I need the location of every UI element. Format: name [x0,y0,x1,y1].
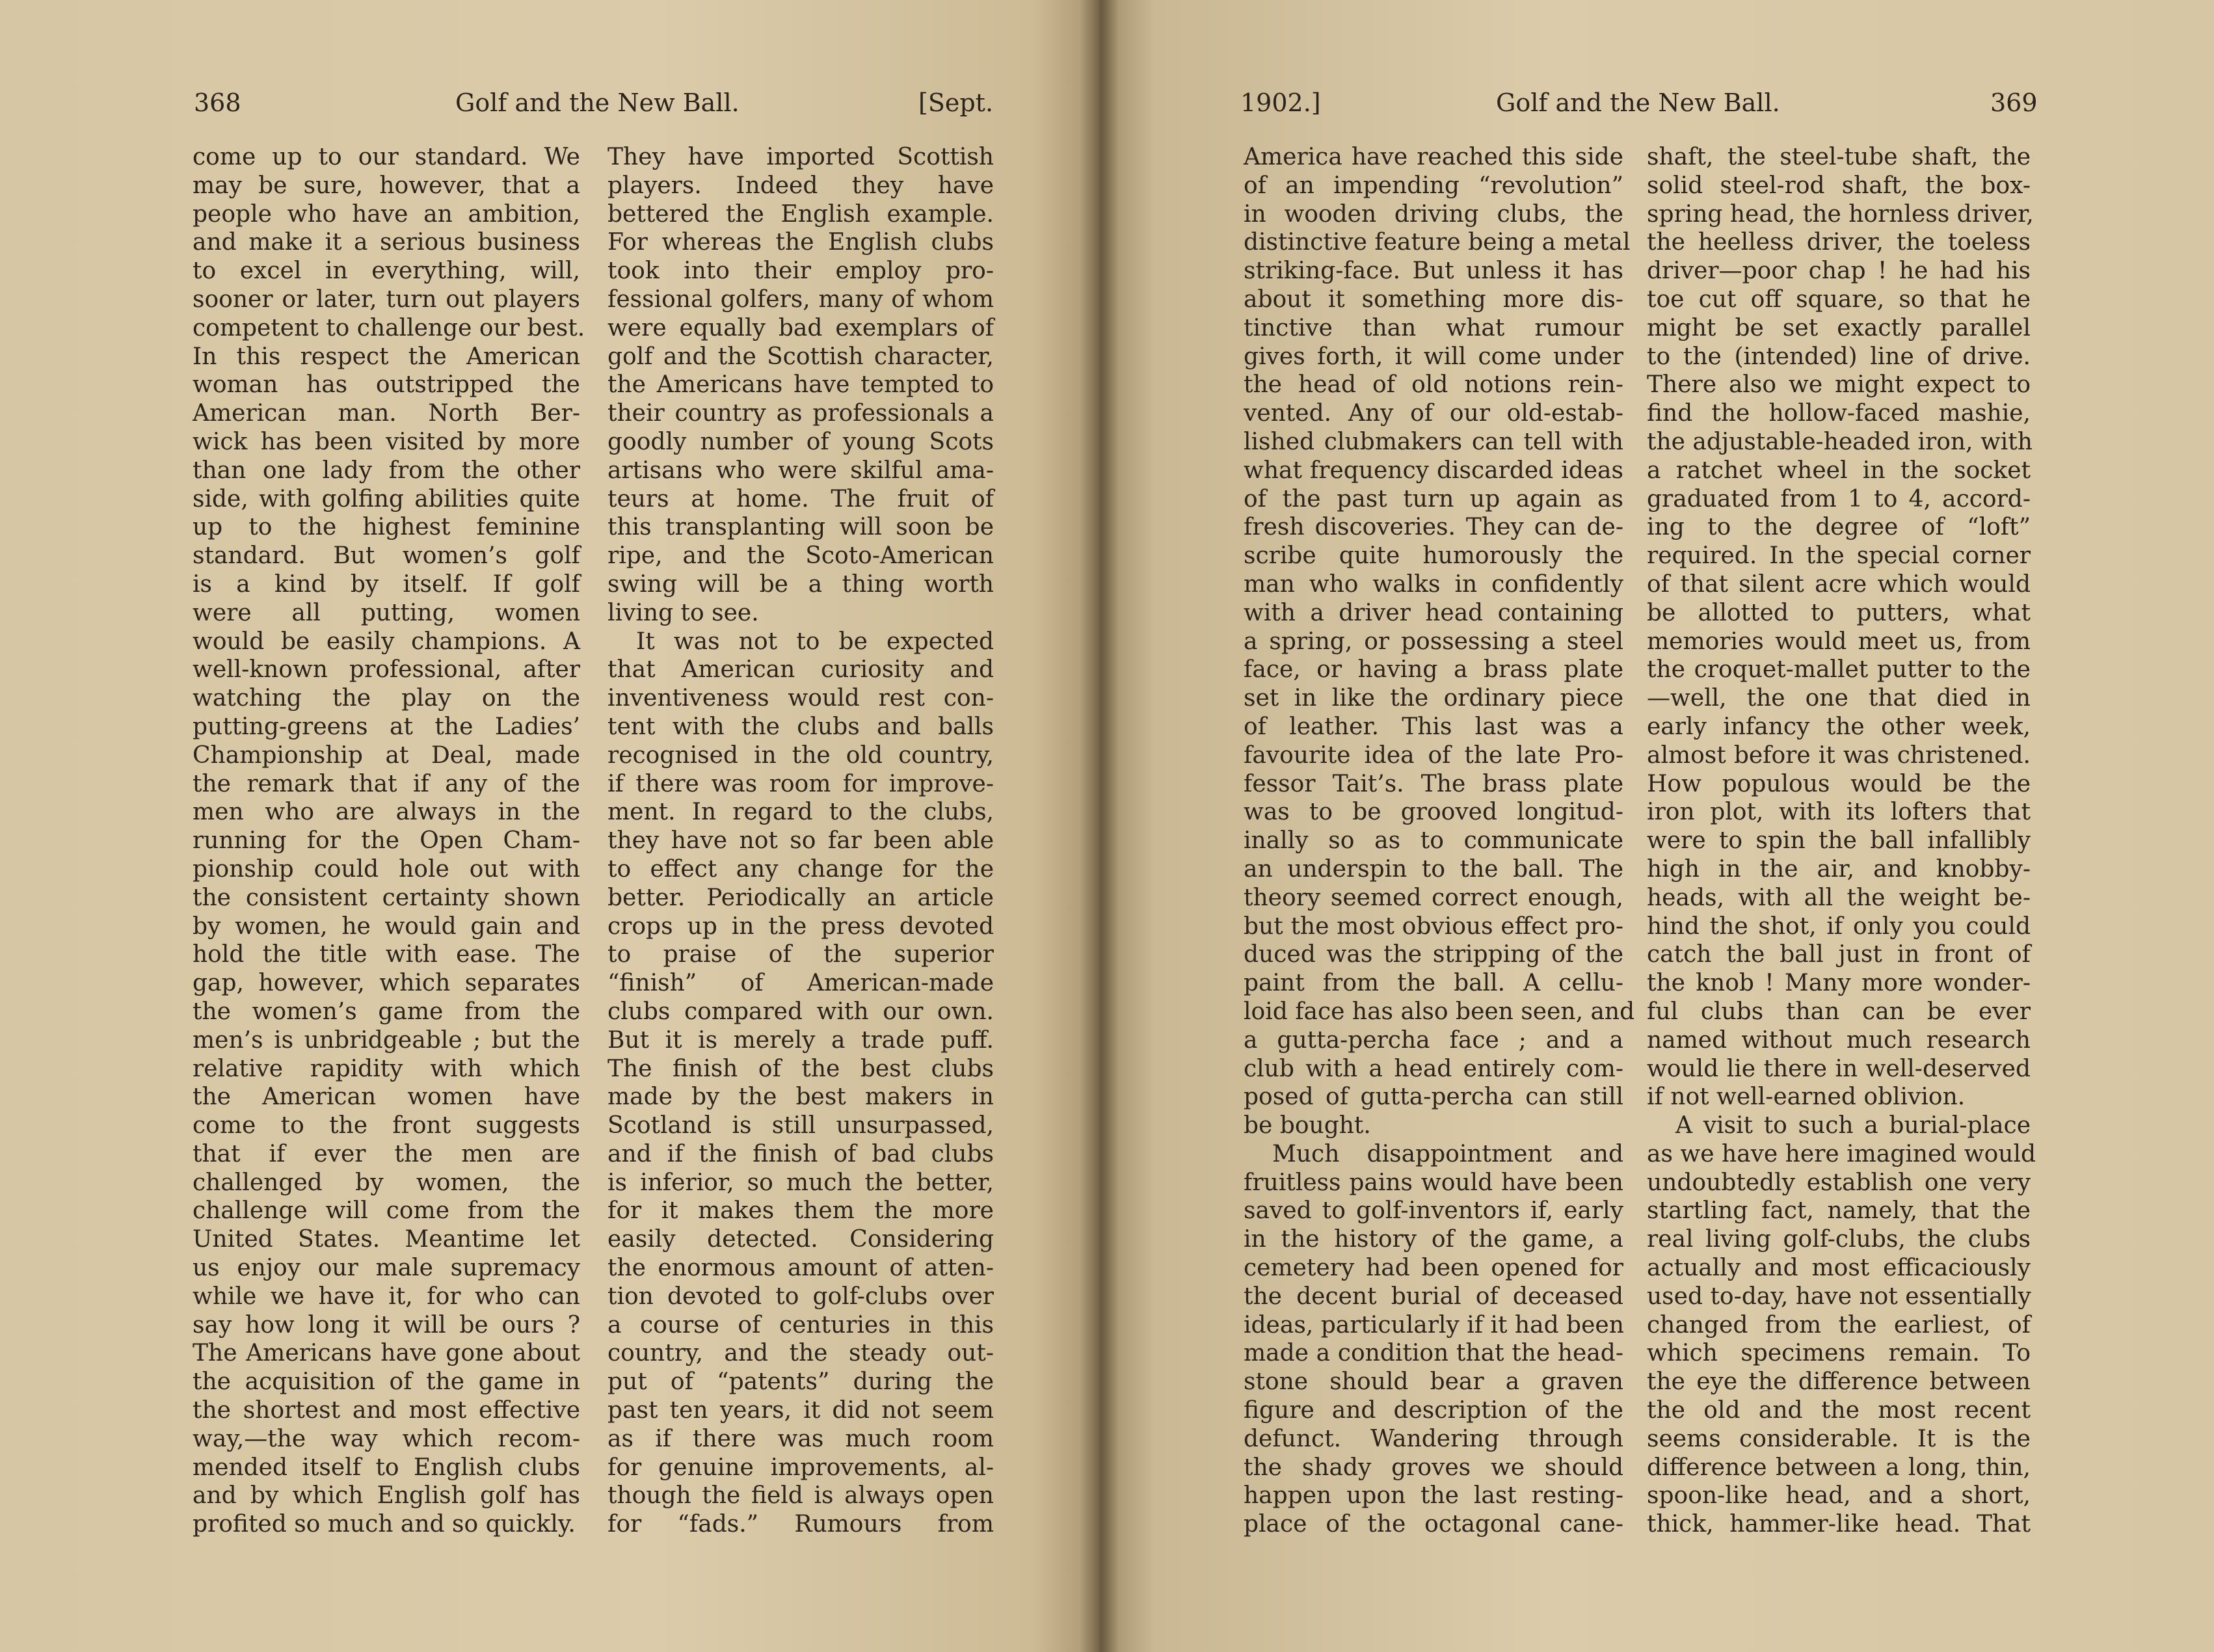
text-line: though the field is always open [607,1482,994,1510]
text-line: happen upon the last resting- [1244,1482,1623,1510]
text-line: were all putting, women [193,599,580,626]
text-line: sooner or later, turn out players [193,286,580,313]
text-line: for it makes them the more [607,1197,994,1225]
text-line: what frequency discarded ideas [1244,457,1623,484]
text-line: How populous would be the [1647,770,2031,797]
text-line: changed from the earliest, of [1647,1311,2031,1339]
text-line: a course of centuries in this [607,1311,994,1339]
text-line: for “fads.” Rumours from [607,1511,994,1538]
text-line: the knob ! Many more wonder- [1647,970,2031,997]
text-line: real living golf-clubs, the clubs [1647,1226,2031,1253]
left-page-number: 368 [194,88,241,117]
text-line: challenge will come from the [193,1197,580,1225]
text-line: and by which English golf has [193,1482,580,1510]
text-line: club with a head entirely com- [1244,1055,1623,1082]
text-line: well-known professional, after [193,656,580,684]
text-line: the American women have [193,1084,580,1111]
text-line: America have reached this side [1244,144,1623,170]
text-line: in wooden driving clubs, the [1244,200,1623,228]
text-line: is a kind by itself. If golf [193,570,580,598]
text-line: loid face has also been seen, and [1244,998,1635,1025]
text-line: of that silent acre which would [1647,570,2031,598]
text-line: better. Periodically an article [607,884,994,911]
text-line: gives forth, it will come under [1244,343,1623,370]
text-line: difference between a long, thin, [1647,1454,2031,1481]
text-line: may be sure, however, that a [193,172,580,199]
text-line: while we have it, for who can [193,1283,580,1310]
right-running-title: Golf and the New Ball. [1496,88,1780,117]
text-line: cemetery had been opened for [1244,1255,1623,1282]
left-column-2 [607,143,994,1539]
text-line: find the hollow-faced mashie, [1647,400,2031,427]
text-line: tion devoted to golf-clubs over [607,1283,994,1310]
text-line: the croquet-mallet putter to the [1647,656,2031,684]
text-line: than one lady from the other [193,457,580,484]
text-line: putting-greens at the Ladies’ [193,713,580,740]
text-line: bettered the English example. [607,200,994,228]
text-line: Scotland is still unsurpassed, [607,1112,994,1139]
text-line: the heelless driver, the toeless [1647,229,2031,256]
text-line: and if the finish of bad clubs [607,1140,994,1167]
text-line: if not well-earned oblivion. [1647,1084,1966,1111]
text-line: driver—poor chap ! he had his [1647,258,2031,285]
text-line: theory seemed correct enough, [1244,884,1623,911]
text-line: hold the title with ease. The [193,941,580,968]
text-line: crops up in the press devoted [607,913,994,940]
text-line: The Americans have gone about [193,1340,580,1367]
text-line: by women, he would gain and [193,913,580,940]
text-line: as if there was much room [607,1425,994,1452]
text-line: In this respect the American [193,343,580,370]
text-line: iron plot, with its lofters that [1647,799,2031,826]
text-line: posed of gutta-percha can still [1244,1084,1623,1111]
text-line: come to the front suggests [193,1112,580,1139]
text-line: the shortest and most effective [193,1397,580,1424]
text-line: to excel in everything, will, [193,258,580,285]
right-section-label: 1902.] [1240,88,1321,117]
text-line: catch the ball just in front of [1647,941,2031,968]
text-line: thick, hammer-like head. That [1647,1511,2031,1538]
text-line: duced was the stripping of the [1244,941,1623,968]
text-line: to praise of the superior [607,941,994,968]
text-line: men who are always in the [193,799,580,826]
text-line: living to see. [607,599,759,626]
text-line: goodly number of young Scots [607,428,994,455]
text-line: of an impending “revolution” [1244,172,1623,199]
text-line: ing to the degree of “loft” [1647,514,2031,541]
text-line: But it is merely a trade puff. [607,1026,994,1054]
text-line: vented. Any of our old-estab- [1244,400,1623,427]
text-line: scribe quite humorously the [1244,542,1623,570]
text-line: their country as professionals a [607,400,994,427]
text-line: with a driver head containing [1244,599,1623,626]
text-line: running for the Open Cham- [193,827,580,855]
text-line: a ratchet wheel in the socket [1647,457,2031,484]
text-line: distinctive feature being a metal [1244,229,1631,256]
text-line: men’s is unbridgeable ; but the [193,1026,580,1054]
text-line: golf and the Scottish character, [607,343,994,370]
text-line: actually and most efficaciously [1647,1255,2031,1282]
text-line: say how long it will be ours ? [193,1311,580,1339]
text-line: a gutta-percha face ; and a [1244,1026,1623,1054]
text-line: up to the highest feminine [193,514,580,541]
text-line: made by the best makers in [607,1084,994,1111]
right-page-number: 369 [1990,88,2038,117]
text-line: an underspin to the ball. The [1244,855,1623,883]
text-line: almost before it was christened. [1647,741,2031,769]
text-line: in the history of the game, a [1244,1226,1623,1253]
text-line: be allotted to putters, what [1647,599,2031,626]
text-line: recognised in the old country, [607,741,994,769]
text-line: A visit to such a burial-place [1675,1112,2031,1139]
text-line: fessor Tait’s. The brass plate [1244,770,1623,797]
text-line: the decent burial of deceased [1244,1283,1623,1310]
text-line: ripe, and the Scoto-American [607,542,994,570]
right-column-2 [1647,143,2036,1539]
text-line: required. In the special corner [1647,542,2031,570]
text-line: striking-face. But unless it has [1244,258,1623,285]
text-line: the old and the most recent [1647,1397,2031,1424]
text-line: the shady groves we should [1244,1454,1623,1481]
text-line: would lie there in well-deserved [1647,1055,2031,1082]
text-line: high in the air, and knobby- [1647,855,2031,883]
text-line: seems considerable. It is the [1647,1425,2031,1452]
text-line: watching the play on the [193,685,580,712]
text-line: is inferior, so much the better, [607,1169,994,1196]
text-line: stone should bear a graven [1244,1368,1623,1396]
text-line: the head of old notions rein- [1244,371,1623,399]
text-line: swing will be a thing worth [607,570,994,598]
text-line: graduated from 1 to 4, accord- [1647,485,2031,513]
text-line: challenged by women, the [193,1169,580,1196]
text-line: United States. Meantime let [193,1226,580,1253]
text-line: fruitless pains would have been [1244,1169,1623,1196]
text-line: as we have here imagined would [1647,1140,2036,1167]
text-line: man who walks in confidently [1244,570,1623,598]
text-line: tent with the clubs and balls [607,713,994,740]
text-line: It was not to be expected [636,628,994,655]
text-line: inventiveness would rest con- [607,685,994,712]
text-line: teurs at home. The fruit of [607,485,994,513]
text-line: startling fact, namely, that the [1647,1197,2031,1225]
text-line: the consistent certainty shown [193,884,580,911]
text-line: put of “patents” during the [607,1368,994,1396]
text-line: “finish” of American-made [607,970,994,997]
text-line: relative rapidity with which [193,1055,580,1082]
text-line: the adjustable-headed iron, with [1647,428,2033,455]
left-column-1 [193,143,585,1539]
text-line: past ten years, it did not seem [607,1397,994,1424]
text-line: players. Indeed they have [607,172,994,199]
text-line: profited so much and so quickly. [193,1511,576,1538]
text-line: defunct. Wandering through [1244,1425,1623,1452]
text-line: would be easily champions. A [193,628,580,655]
text-line: ideas, particularly if it had been [1244,1311,1624,1339]
text-line: a spring, or possessing a steel [1244,628,1623,655]
text-line: tinctive than what rumour [1244,314,1623,341]
text-line: shaft, the steel-tube shaft, the [1647,144,2031,170]
text-line: the remark that if any of the [193,770,580,797]
text-line: the eye the difference between [1647,1368,2031,1396]
left-running-title: Golf and the New Ball. [455,88,740,117]
text-line: for genuine improvements, al- [607,1454,994,1481]
text-line: The finish of the best clubs [607,1055,994,1082]
text-line: way,—the way which recom- [193,1425,580,1452]
text-line: were to spin the ball infallibly [1647,827,2031,855]
text-line: saved to golf-inventors if, early [1244,1197,1623,1225]
text-line: spring head, the hornless driver, [1647,200,2034,228]
text-line: took into their employ pro- [607,258,994,285]
text-line: to the (intended) line of drive. [1647,343,2031,370]
text-line: early infancy the other week, [1647,713,2031,740]
right-column-1 [1244,143,1635,1539]
text-line: if there was room for improve- [607,770,994,797]
text-line: mended itself to English clubs [193,1454,580,1481]
text-line: They have imported Scottish [607,144,994,170]
text-line: gap, however, which separates [193,970,580,997]
text-line: the Americans have tempted to [607,371,994,399]
text-line: us enjoy our male supremacy [193,1255,580,1282]
text-line: —well, the one that died in [1647,685,2031,712]
right-page [1099,0,2214,1652]
text-line: standard. But women’s golf [193,542,580,570]
text-line: artisans who were skilful ama- [607,457,994,484]
text-line: fresh discoveries. They can de- [1244,514,1623,541]
text-line: favourite idea of the late Pro- [1244,741,1623,769]
text-line: ful clubs than can be ever [1647,998,2031,1025]
text-line: which specimens remain. To [1647,1340,2031,1367]
text-line: For whereas the English clubs [607,229,994,256]
text-line: to effect any change for the [607,855,994,883]
text-line: people who have an ambition, [193,200,580,228]
text-line: this transplanting will soon be [607,514,994,541]
text-line: used to-day, have not essentially [1647,1283,2031,1310]
text-line: figure and description of the [1244,1397,1623,1424]
left-page [0,0,1099,1652]
text-line: American man. North Ber- [193,400,580,427]
left-section-label: [Sept. [918,88,994,117]
text-line: solid steel-rod shaft, the box- [1647,172,2031,199]
text-line: There also we might expect to [1647,371,2031,399]
text-line: that if ever the men are [193,1140,580,1167]
text-line: about it something more dis- [1244,286,1623,313]
text-line: the acquisition of the game in [193,1368,580,1396]
text-line: inally so as to communicate [1244,827,1623,855]
text-line: of the past turn up again as [1244,485,1623,513]
book-gutter [1080,0,1119,1652]
text-line: of leather. This last was a [1244,713,1623,740]
text-line: easily detected. Considering [607,1226,994,1253]
text-line: lished clubmakers can tell with [1244,428,1623,455]
text-line: hind the shot, if only you could [1647,913,2031,940]
text-line: might be set exactly parallel [1647,314,2031,341]
text-line: clubs compared with our own. [607,998,994,1025]
text-line: woman has outstripped the [193,371,580,399]
text-line: place of the octagonal cane- [1244,1511,1623,1538]
text-line: memories would meet us, from [1647,628,2031,655]
text-line: Championship at Deal, made [193,741,580,769]
text-line: paint from the ball. A cellu- [1244,970,1623,997]
text-line: face, or having a brass plate [1244,656,1623,684]
text-line: wick has been visited by more [193,428,580,455]
text-line: named without much research [1647,1026,2031,1054]
text-line: they have not so far been able [607,827,994,855]
text-line: competent to challenge our best. [193,314,585,341]
text-line: fessional golfers, many of whom [607,286,994,313]
text-line: pionship could hole out with [193,855,580,883]
text-line: undoubtedly establish one very [1647,1169,2031,1196]
text-line: country, and the steady out- [607,1340,994,1367]
text-line: but the most obvious effect pro- [1244,913,1623,940]
text-line: side, with golfing abilities quite [193,485,580,513]
text-line: toe cut off square, so that he [1647,286,2031,313]
text-line: were equally bad exemplars of [607,314,994,341]
text-line: come up to our standard. We [193,144,580,170]
text-line: spoon-like head, and a short, [1647,1482,2031,1510]
text-line: was to be grooved longitud- [1244,799,1623,826]
text-line: that American curiosity and [607,656,994,684]
text-line: be bought. [1244,1112,1371,1139]
text-line: the women’s game from the [193,998,580,1025]
text-line: the enormous amount of atten- [607,1255,994,1282]
text-line: Much disappointment and [1272,1140,1623,1167]
text-line: and make it a serious business [193,229,580,256]
text-line: set in like the ordinary piece [1244,685,1623,712]
text-line: made a condition that the head- [1244,1340,1623,1367]
text-line: ment. In regard to the clubs, [607,799,994,826]
text-line: heads, with all the weight be- [1647,884,2031,911]
